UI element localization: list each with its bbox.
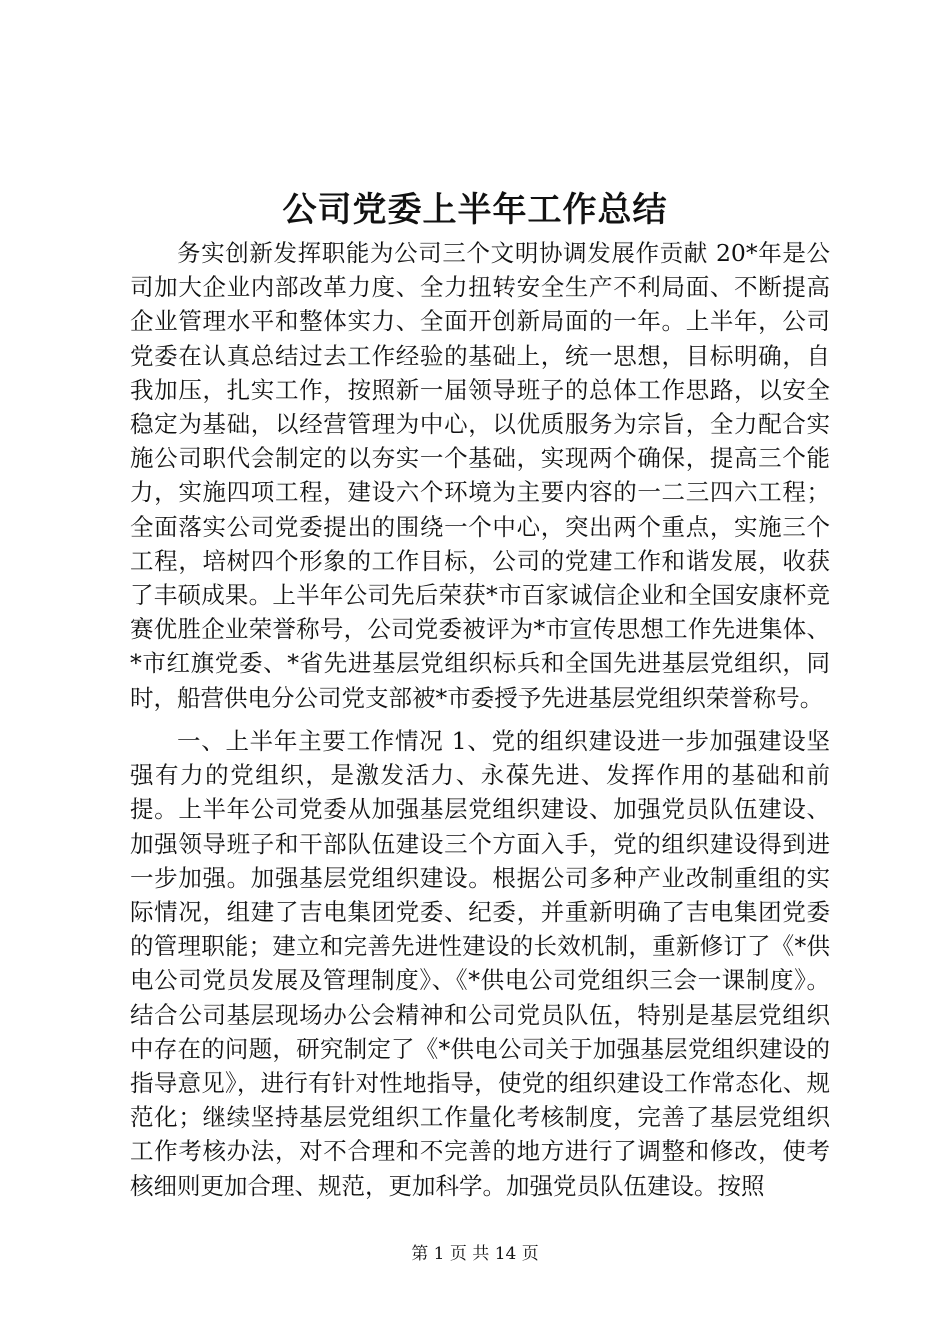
page-footer: 第 1 页 共 14 页	[411, 1244, 539, 1264]
document-title: 公司党委上半年工作总结	[282, 190, 668, 230]
body-paragraph: 务实创新发挥职能为公司三个文明协调发展作贡献 20*年是公司加大企业内部改革力度、全力扭转安全生产不利局面、不断提高企业管理水平和整体实力、全面开创新局面的一年。上半年，公司党委在认真总结过去工作经验的基础上，统一思想，目标明确，自我加压，扎实工作，按照新一届领导班子的总体工作思路，以安全稳定为基础，以经营管理为中心，以优质服务为宗旨，全力配合实施公司职代会制定的以夯实一个基础，实现两个确保，提高三个能力，实施四项工程，建设六个环境为主要内容的一二三四六工程；全面落实公司党委提出的围绕一个中心，突出两个重点，实施三个工程，培树四个形象的工作目标，公司的党建工作和谐发展，收获了丰硕成果。上半年公司先后荣获*市百家诚信企业和全国安康杯竞赛优胜企业荣誉称号，公司党委被评为*市宣传思想工作先进集体、*市红旗党委、*省先进基层党组织标兵和全国先进基层党组织，同时，船营供电分公司党支部被*市委授予先进基层党组织荣誉称号。	[130, 239, 830, 712]
body-paragraph: 一、上半年主要工作情况 1、党的组织建设进一步加强建设坚强有力的党组织，是激发活力、永葆先进、发挥作用的基础和前提。上半年公司党委从加强基层党组织建设、加强党员队伍建设、加强领导班子和干部队伍建设三个方面入手，党的组织建设得到进一步加强。加强基层党组织建设。根据公司多种产业改制重组的实际情况，组建了吉电集团党委、纪委，并重新明确了吉电集团党委的管理职能；建立和完善先进性建设的长效机制，重新修订了《*供电公司党员发展及管理制度》、《*供电公司党组织三会一课制度》。结合公司基层现场办公会精神和公司党员队伍，特别是基层党组织中存在的问题，研究制定了《*供电公司关于加强基层党组织建设的指导意见》，进行有针对性地指导，使党的组织建设工作常态化、规范化；继续坚持基层党组织工作量化考核制度，完善了基层党组织工作考核办法，对不合理和不完善的地方进行了调整和修改，使考核细则更加合理、规范，更加科学。加强党员队伍建设。按照	[130, 727, 830, 1200]
